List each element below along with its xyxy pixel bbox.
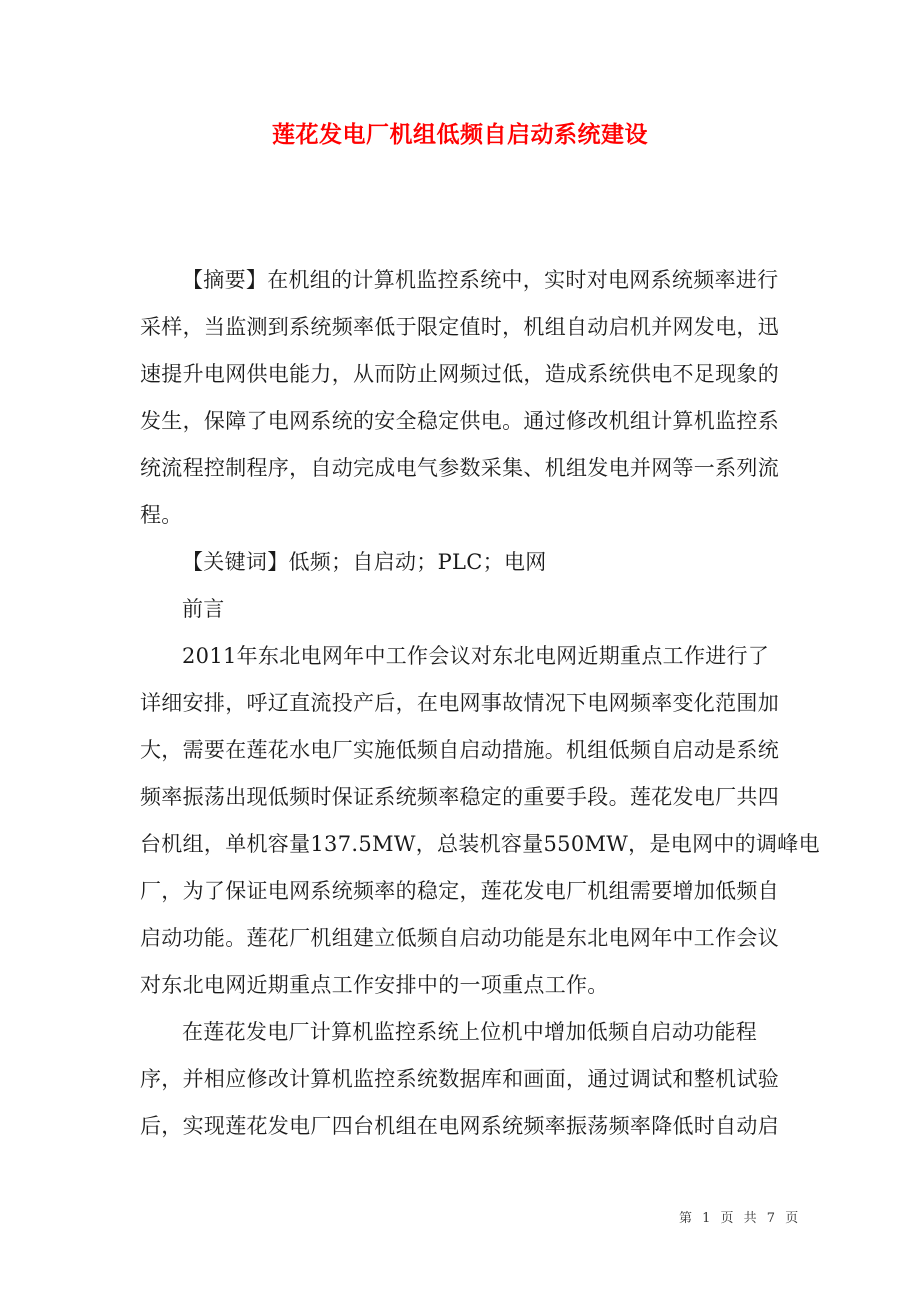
text-line: 大，需要在莲花水电厂实施低频自启动措施。机组低频自启动是系统 <box>140 738 779 762</box>
text-line: 统流程控制程序，自动完成电气参数采集、机组发电并网等一系列流 <box>140 456 779 480</box>
text-line: 频率振荡出现低频时保证系统频率稳定的重要手段。莲花发电厂共四 <box>140 785 779 809</box>
page-number: 第 1 页 共 7 页 <box>679 1211 800 1226</box>
text-line: 【摘要】在机组的计算机监控系统中，实时对电网系统频率进行 <box>182 268 779 292</box>
document-title: 莲花发电厂机组低频自启动系统建设 <box>272 121 648 148</box>
text-line: 启动功能。莲花厂机组建立低频自启动功能是东北电网年中工作会议 <box>140 926 779 950</box>
document-body <box>140 262 820 1155</box>
text-line: 速提升电网供电能力，从而防止网频过低，造成系统供电不足现象的 <box>140 362 779 386</box>
text-line: 对东北电网近期重点工作安排中的一项重点工作。 <box>140 973 609 997</box>
text-line: 详细安排，呼辽直流投产后，在电网事故情况下电网频率变化范围加 <box>140 691 779 715</box>
text-line: 采样，当监测到系统频率低于限定值时，机组自动启机并网发电，迅 <box>140 315 779 339</box>
text-line: 发生，保障了电网系统的安全稳定供电。通过修改机组计算机监控系 <box>140 409 779 433</box>
text-line: 台机组，单机容量137.5MW，总装机容量550MW，是电网中的调峰电 <box>140 832 820 856</box>
keywords-line: 【关键词】低频；自启动；PLC；电网 <box>182 550 547 574</box>
text-line: 2011年东北电网年中工作会议对东北电网近期重点工作进行了 <box>182 644 770 668</box>
text-line: 序，并相应修改计算机监控系统数据库和画面，通过调试和整机试验 <box>140 1067 779 1091</box>
text-line: 厂，为了保证电网系统频率的稳定，莲花发电厂机组需要增加低频自 <box>140 879 779 903</box>
text-line: 程。 <box>140 503 183 527</box>
text-line: 在莲花发电厂计算机监控系统上位机中增加低频自启动功能程 <box>182 1020 758 1044</box>
section-heading: 前言 <box>182 597 225 621</box>
text-line: 后，实现莲花发电厂四台机组在电网系统频率振荡频率降低时自动启 <box>140 1114 779 1138</box>
